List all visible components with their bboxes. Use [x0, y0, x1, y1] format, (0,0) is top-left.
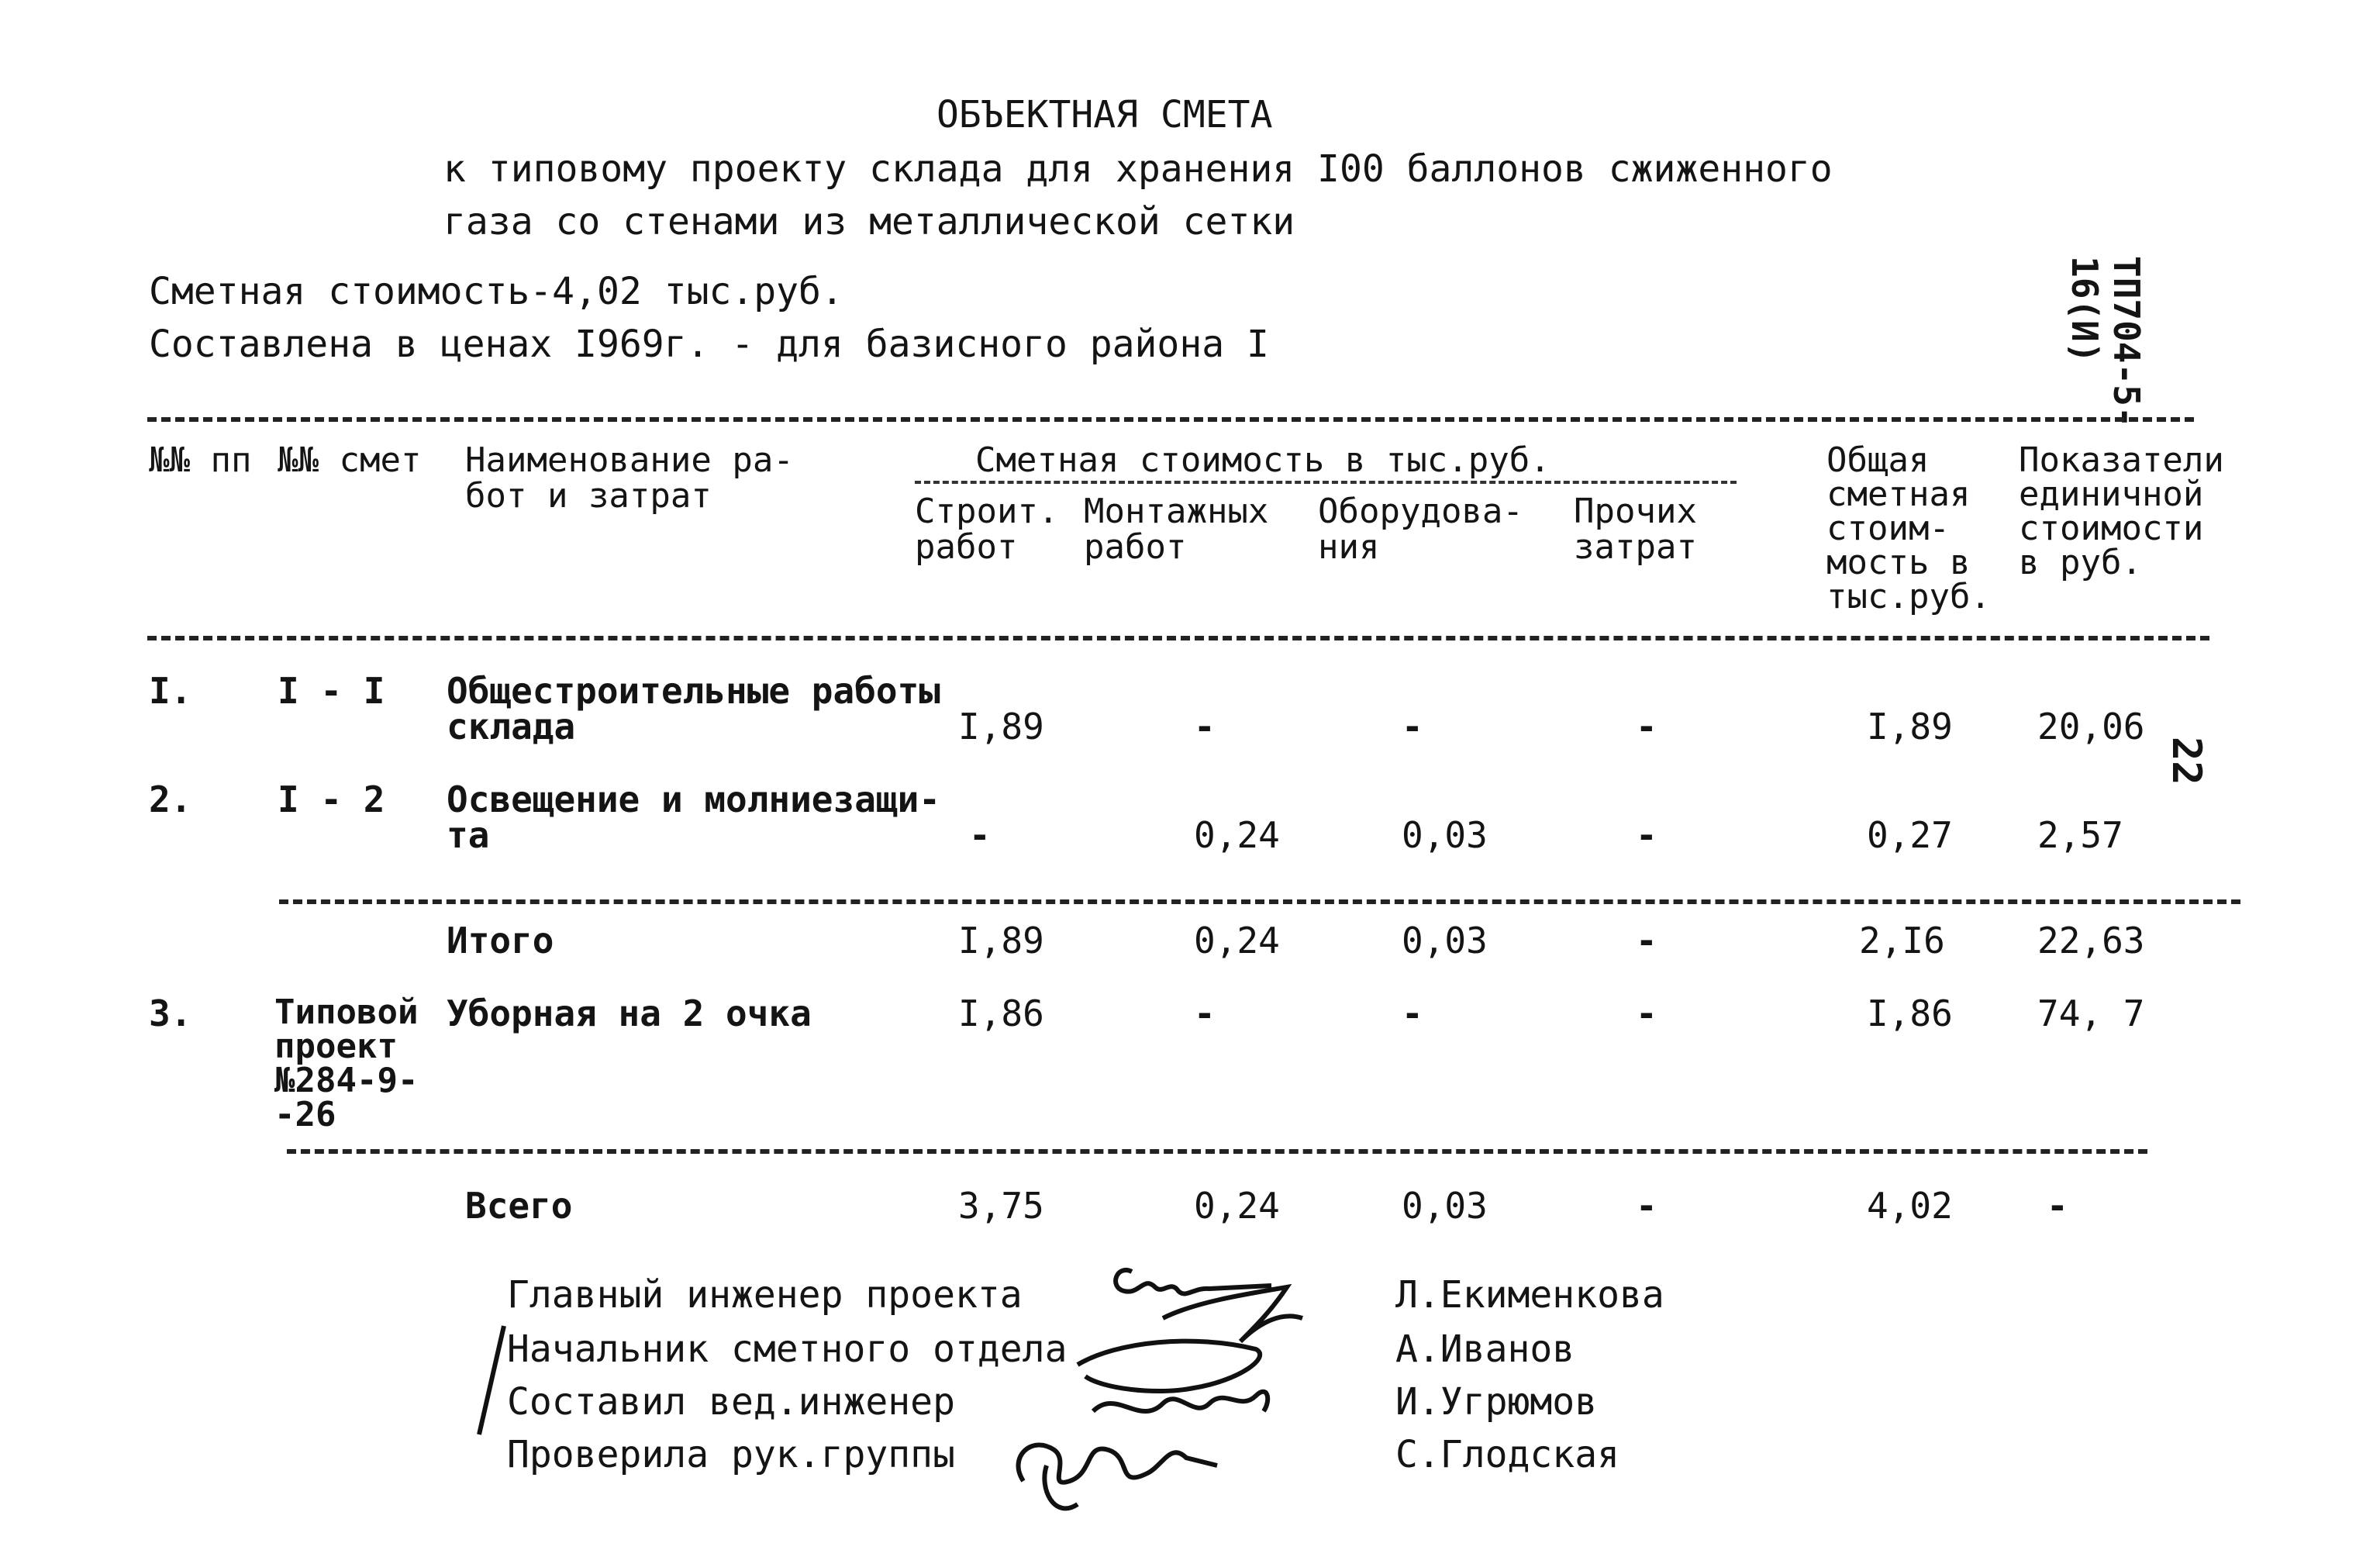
subtotal-label: Итого	[447, 920, 554, 961]
grand-total-label: Всего	[465, 1185, 573, 1227]
row1-montazh: -	[1194, 706, 1216, 747]
row3-estimate-line3: №284-9-	[274, 1061, 419, 1100]
signature-name-4: С.Глодская	[1395, 1433, 1619, 1476]
header-proch-line2: затрат	[1574, 527, 1697, 567]
subtotal-proch: -	[1636, 920, 1657, 961]
document-subtitle-line2: газа со стенами из металлической сетки	[443, 200, 1295, 243]
row1-unit: 20,06	[2037, 706, 2145, 747]
signature-role-1: Главный инженер проекта	[507, 1273, 1023, 1317]
row3-estimate-line4: -26	[274, 1095, 336, 1134]
row1-oborud: -	[1402, 706, 1423, 747]
grand-total-total: 4,02	[1867, 1185, 1953, 1227]
header-group-underline	[915, 481, 1737, 484]
row3-stroit: I,86	[958, 993, 1044, 1034]
subtotal-total: 2,I6	[1859, 920, 1945, 961]
row3-estimate-line1: Типовой	[274, 993, 419, 1032]
grand-total-proch: -	[1636, 1185, 1657, 1227]
header-stroit-line1: Строит.	[915, 492, 1059, 531]
signature-role-2: Начальник сметного отдела	[507, 1327, 1068, 1371]
signature-role-4: Проверила рук.группы	[507, 1433, 955, 1476]
row2-name-line1: Освещение и молниезащи-	[447, 778, 940, 820]
document-subtitle-line1: к типовому проекту склада для хранения I00 баллонов сжиженного	[443, 147, 1833, 191]
row2-proch: -	[1636, 814, 1657, 856]
row1-stroit: I,89	[958, 706, 1044, 747]
prices-basis-line: Составлена в ценах I969г. - для базисного района I	[149, 323, 1269, 366]
row3-unit: 74, 7	[2037, 993, 2145, 1034]
header-montazh-line1: Монтажных	[1084, 492, 1269, 531]
table-top-rule	[147, 417, 2194, 422]
row2-num: 2.	[149, 778, 192, 820]
signature-role-3: Составил вед.инженер	[507, 1380, 955, 1424]
header-unit-line2: единичной	[2019, 475, 2204, 514]
header-name-line2: бот и затрат	[465, 476, 712, 516]
row1-estimate: I - I	[278, 670, 385, 712]
row2-estimate: I - 2	[278, 778, 385, 820]
header-montazh-line2: работ	[1084, 527, 1187, 567]
margin-stroke-mark	[465, 1318, 512, 1442]
header-unit-line3: стоимости	[2019, 509, 2204, 548]
header-bottom-rule	[147, 636, 2209, 640]
row2-montazh: 0,24	[1194, 814, 1280, 856]
document-title: ОБЪЕКТНАЯ СМЕТА	[936, 93, 1273, 136]
row3-num: 3.	[149, 993, 192, 1034]
signature-name-2: А.Иванов	[1395, 1327, 1575, 1371]
header-name-line1: Наименование ра-	[465, 440, 794, 480]
header-total-line3: стоим-	[1826, 509, 1950, 548]
subtotal-montazh: 0,24	[1194, 920, 1280, 961]
row3-oborud: -	[1402, 993, 1423, 1034]
grand-total-unit: -	[2047, 1185, 2068, 1227]
row2-name-line2: та	[447, 814, 490, 856]
header-oborud-line2: ния	[1318, 527, 1380, 567]
row1-name-line2: склада	[447, 706, 576, 747]
header-num: №№ пп	[149, 440, 252, 480]
row1-name-line1: Общестроительные работы	[447, 670, 940, 712]
header-unit-line4: в руб.	[2019, 543, 2142, 582]
header-total-line2: сметная	[1826, 475, 1971, 514]
row1-total: I,89	[1867, 706, 1953, 747]
page-number: 22	[2163, 737, 2209, 785]
header-estimate-number: №№ смет	[278, 440, 422, 480]
subtotal-unit: 22,63	[2037, 920, 2145, 961]
header-stroit-line2: работ	[915, 527, 1018, 567]
grand-total-montazh: 0,24	[1194, 1185, 1280, 1227]
header-proch-line1: Прочих	[1574, 492, 1697, 531]
row3-montazh: -	[1194, 993, 1216, 1034]
row2-oborud: 0,03	[1402, 814, 1488, 856]
estimated-cost-line: Сметная стоимость-4,02 тыс.руб.	[149, 270, 843, 313]
signature-name-3: И.Угрюмов	[1395, 1380, 1598, 1424]
row2-total: 0,27	[1867, 814, 1953, 856]
header-unit-line1: Показатели	[2019, 440, 2224, 480]
header-cost-group: Сметная стоимость в тыс.руб.	[975, 440, 1550, 480]
row2-unit: 2,57	[2037, 814, 2123, 856]
subtotal-stroit: I,89	[958, 920, 1044, 961]
row3-proch: -	[1636, 993, 1657, 1034]
subtotal-rule	[279, 899, 2240, 904]
signature-name-1: Л.Екименкова	[1395, 1273, 1664, 1317]
handwritten-signatures	[961, 1233, 1333, 1528]
header-oborud-line1: Оборудова-	[1318, 492, 1523, 531]
row3-estimate-line2: проект	[274, 1027, 398, 1066]
grand-total-oborud: 0,03	[1402, 1185, 1488, 1227]
header-total-line1: Общая	[1826, 440, 1930, 480]
header-total-line4: мость в	[1826, 543, 1971, 582]
row1-num: I.	[149, 670, 192, 712]
row3-name: Уборная на 2 очка	[447, 993, 812, 1034]
row1-proch: -	[1636, 706, 1657, 747]
header-total-line5: тыс.руб.	[1826, 577, 1991, 616]
row3-total: I,86	[1867, 993, 1953, 1034]
row2-stroit: -	[969, 814, 991, 856]
subtotal-oborud: 0,03	[1402, 920, 1488, 961]
grand-total-stroit: 3,75	[958, 1185, 1044, 1227]
grand-total-rule	[287, 1149, 2147, 1154]
project-code-stamp: ТП704-5-16(И)	[2064, 256, 2147, 428]
